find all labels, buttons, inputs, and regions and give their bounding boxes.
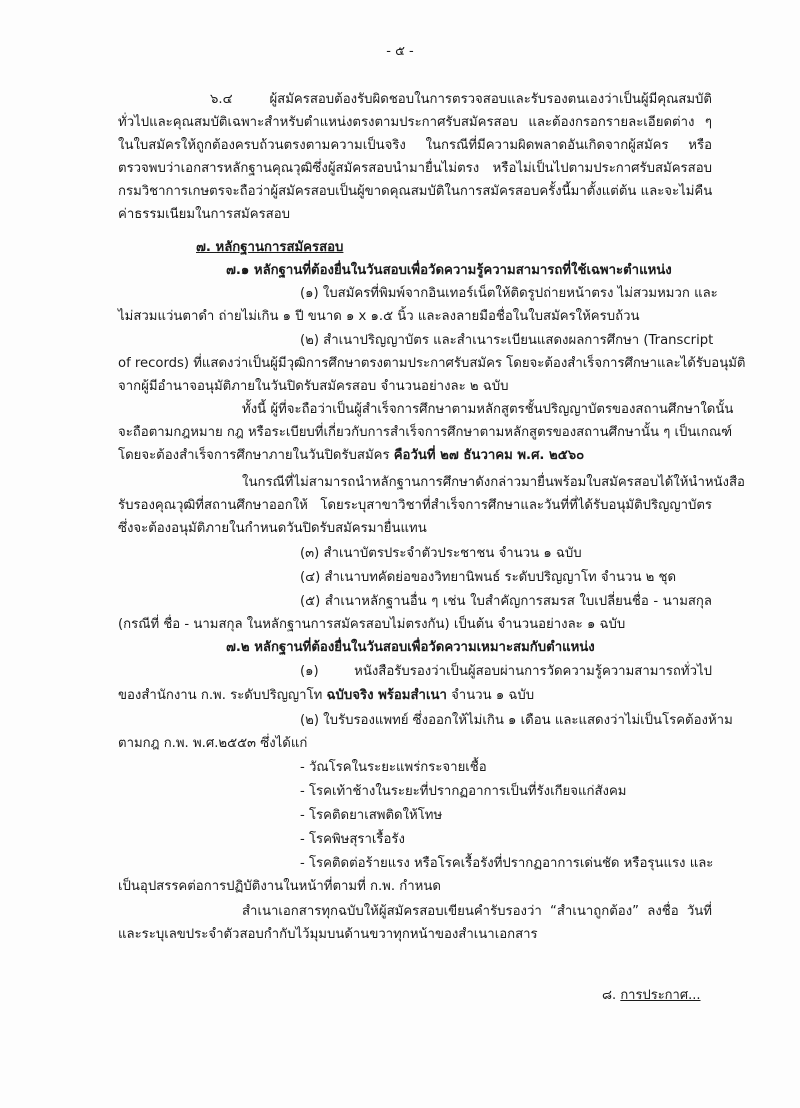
disease-item: - วัณโรคในระยะแพร่กระจายเชื้อ [300,760,487,775]
item-7-2-2-line: (๒) ใบรับรองแพทย์ ซึ่งออกให้ไม่เกิน ๑ เดือน และแสดงว่าไม่เป็นโรคต้องห้าม [300,713,733,728]
disease-item-continued: เป็นอุปสรรคต่อการปฏิบัติงานในหน้าที่ตามที่ ก.พ. กำหนด [118,879,441,894]
page-number: - ๕ - [386,44,414,59]
note-certificate-line: ซึ่งจะต้องอนุมัติภายในกำหนดวันปิดรับสมัครมายื่นแทน [118,521,427,536]
item-7-2-1-line [118,684,712,707]
next-section-label: การประกาศ... [620,988,701,1003]
item-7-1-3: (๓) สำเนาบัตรประจำตัวประชาชน จำนวน ๑ ฉบับ [300,546,582,561]
item-7-1-1-line: (๑) ใบสมัครที่พิมพ์จากอินเทอร์เน็ตให้ติดรูปถ่ายหน้าตรง ไม่สวมหมวก และ [300,286,718,301]
item-7-1-5-line: (๕) สำเนาหลักฐานอื่น ๆ เช่น ใบสำคัญการสมรส ใบเปลี่ยนชื่อ - นามสกุล [300,594,712,609]
paragraph-6-4-line: ๖.๔ ผู้สมัครสอบต้องรับผิดชอบในการตรวจสอบและรับรองตนเองว่าเป็นผู้มีคุณสมบัติ [210,92,712,107]
note-certificate-line: รับรองคุณวุฒิที่สถานศึกษาออกให้ โดยระบุสาขาวิชาที่สำเร็จการศึกษาและวันที่ที่ได้รับอนุมัติปริญญาบัตร [118,498,712,513]
paragraph-6-4-line: ค่าธรรมเนียมในการสมัครสอบ [118,207,290,222]
item-7-2-1-prefix: ของสำนักงาน ก.พ. ระดับปริญญาโท [118,688,327,703]
item-7-1-4: (๔) สำเนาบทคัดย่อของวิทยานิพนธ์ ระดับปริญญาโท จำนวน ๒ ชุด [300,570,677,585]
item-7-2-1-suffix: จำนวน ๑ ฉบับ [446,688,535,703]
paragraph-6-4-line: ในใบสมัครให้ถูกต้องครบถ้วนตรงตามความเป็นจริง ในกรณีที่มีความผิดพลาดอันเกิดจากผู้สมัคร หรือ [118,138,712,153]
section-7-1-heading: ๗.๑ หลักฐานที่ต้องยื่นในวันสอบเพื่อวัดความรู้ความสามารถที่ใช้เฉพาะตำแหน่ง [226,263,672,278]
note-certificate-line: ในกรณีที่ไม่สามารถนำหลักฐานการศึกษาดังกล่าวมายื่นพร้อมใบสมัครสอบได้ให้นำหนังสือ [242,475,745,490]
disease-item: - โรคเท้าช้างในระยะที่ปรากฏอาการเป็นที่รังเกียจแก่สังคม [300,784,627,799]
item-7-1-2-line: of records) ที่แสดงว่าเป็นผู้มีวุฒิการศึกษาตรงตามประกาศรับสมัคร โดยจะต้องสำเร็จการศึกษาและได้รับอนุมัติ [118,356,746,371]
item-7-2-1-line: (๑) หนังสือรับรองว่าเป็นผู้สอบผ่านการวัดความรู้ความสามารถทั่วไป [300,664,712,679]
deadline-prefix: โดยจะต้องสำเร็จการศึกษาภายในวันปิดรับสมัคร [118,448,394,463]
paragraph-6-4-line: กรมวิชาการเกษตรจะถือว่าผู้สมัครสอบเป็นผู้ขาดคุณสมบัติในการสมัครสอบครั้งนี้มาตั้งแต่ต้น และจะไม่คืน [118,184,713,199]
paragraph-6-4-line: ตรวจพบว่าเอกสารหลักฐานคุณวุฒิซึ่งผู้สมัครสอบนำมายื่นไม่ตรง หรือไม่เป็นไปตามประกาศรับสมัครสอบ [118,161,712,176]
disease-item: - โรคติดยาเสพติดให้โทษ [300,808,443,823]
disease-item: - โรคพิษสุราเรื้อรัง [300,832,405,847]
note-graduation-line: ทั้งนี้ ผู้ที่จะถือว่าเป็นผู้สำเร็จการศึกษาตามหลักสูตรชั้นปริญญาบัตรของสถานศึกษาใดนั้น [242,402,734,417]
next-section-number: ๘. [602,988,617,1003]
next-page-indicator [602,984,701,1005]
note-graduation-line: จะถือตามกฎหมาย กฎ หรือระเบียบที่เกี่ยวกับการสำเร็จการศึกษาตามหลักสูตรของสถานศึกษานั้น ๆ เป็นเกณฑ์ [118,425,733,440]
original-with-copy: ฉบับจริง พร้อมสำเนา [326,688,447,703]
note-graduation-deadline [118,444,712,467]
item-7-1-1-line: ไม่สวมแว่นตาดำ ถ่ายไม่เกิน ๑ ปี ขนาด ๑ x ๑.๕ นิ้ว และลงลายมือชื่อในใบสมัครให้ครบถ้วน [118,309,640,324]
section-7-2-heading: ๗.๒ หลักฐานที่ต้องยื่นในวันสอบเพื่อวัดความเหมาะสมกับตำแหน่ง [226,640,595,655]
item-7-1-2-line: จากผู้มีอำนาจอนุมัติภายในวันปิดรับสมัครสอบ จำนวนอย่างละ ๒ ฉบับ [118,379,509,394]
certify-copy-line: และระบุเลขประจำตัวสอบกำกับไว้มุมบนด้านขวาทุกหน้าของสำเนาเอกสาร [118,927,538,942]
item-7-2-2-line: ตามกฎ ก.พ. พ.ศ.๒๕๕๓ ซึ่งได้แก่ [118,736,308,751]
disease-item: - โรคติดต่อร้ายแรง หรือโรคเรื้อรังที่ปรากฏอาการเด่นชัด หรือรุนแรง และ [300,856,714,871]
deadline-date: คือวันที่ ๒๗ ธันวาคม พ.ศ. ๒๕๖๐ [393,448,585,463]
certify-copy-line: สำเนาเอกสารทุกฉบับให้ผู้สมัครสอบเขียนคำรับรองว่า “สำเนาถูกต้อง” ลงชื่อ วันที่ [242,904,712,919]
paragraph-6-4-line: ทั่วไปและคุณสมบัติเฉพาะสำหรับตำแหน่งตรงตามประกาศรับสมัครสอบ และต้องกรอกรายละเอียดต่าง ๆ [118,115,712,130]
section-7-heading: ๗. หลักฐานการสมัครสอบ [196,240,344,255]
item-7-1-2-line: (๒) สำเนาปริญญาบัตร และสำเนาระเบียนแสดงผลการศึกษา (Transcript [300,333,714,348]
item-7-1-5-line: (กรณีที่ ชื่อ - นามสกุล ในหลักฐานการสมัครสอบไม่ตรงกัน) เป็นต้น จำนวนอย่างละ ๑ ฉบับ [118,617,626,632]
